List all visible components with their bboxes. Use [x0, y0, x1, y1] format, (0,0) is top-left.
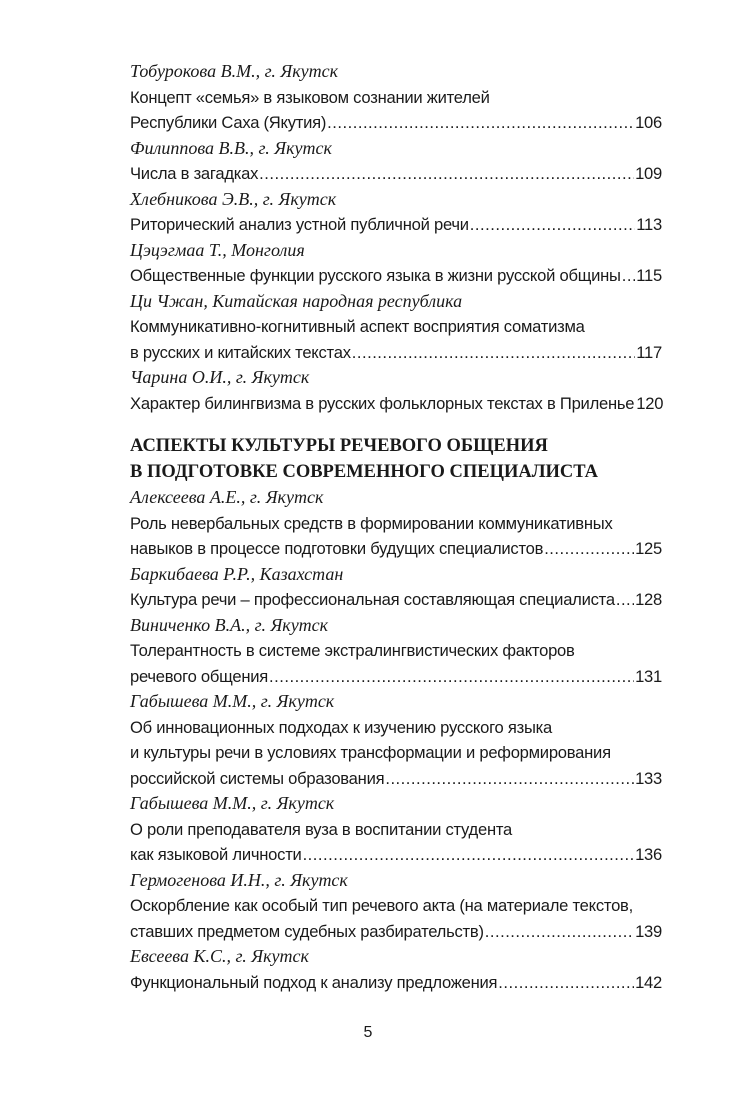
entry-author: Габышева М.М., г. Якутск [130, 793, 335, 813]
entry-page-number[interactable]: 136 [635, 845, 662, 864]
entry-title-text: Концепт «семья» в языковом сознании жителей [130, 87, 490, 107]
entry-author: Баркибаева Р.Р., Казахстан [130, 563, 344, 584]
dot-leader [485, 919, 634, 945]
entry-page-number[interactable]: 133 [635, 768, 662, 788]
section-gap [130, 416, 662, 434]
toc-entry[interactable] [130, 868, 662, 945]
toc-entry[interactable] [130, 238, 662, 289]
toc-entry[interactable] [130, 59, 662, 136]
entry-title-line [130, 817, 662, 843]
dot-leader [303, 842, 635, 868]
entry-title-text: Общественные функции русского языка в жизни русской общины [130, 266, 621, 285]
entry-title-text: Культура речи – профессиональная составляющая специалиста [130, 590, 615, 609]
entry-title-text: Об инновационных подходах к изучению русского языка [130, 717, 552, 737]
dot-leader [498, 970, 634, 996]
entry-author: Чарина О.И., г. Якутск [130, 367, 310, 387]
entry-page-number[interactable]: 128 [635, 590, 662, 609]
entry-title-text: Республики Саха (Якутия) [130, 113, 327, 132]
entry-page-number[interactable]: 115 [636, 266, 662, 285]
entry-title-line [130, 511, 662, 537]
entry-title-text: Риторический анализ устной публичной речи [130, 215, 469, 234]
entry-title-line [130, 664, 662, 690]
entry-author: Ци Чжан, Китайская народная республика [130, 290, 463, 311]
entry-title-line [130, 212, 662, 238]
entry-title-text: речевого общения [130, 666, 269, 686]
entry-title-text: ставших предметом судебных разбирательств) [130, 921, 484, 941]
entry-title-line [130, 919, 662, 945]
dot-leader [259, 161, 634, 187]
entry-title-line [130, 970, 662, 996]
entry-page-number[interactable]: 139 [635, 921, 662, 941]
entry-title-text: Функциональный подход к анализу предложения [130, 972, 498, 992]
entry-title-text: Оскорбление как особый тип речевого акта (на материале текстов, [130, 896, 633, 915]
entry-title-text: российской системы образования [130, 768, 385, 788]
entry-author: Габышева М.М., г. Якутск [130, 691, 335, 711]
dot-leader [622, 263, 636, 289]
entry-title-text: Коммуникативно-когнитивный аспект восприятия соматизма [130, 317, 585, 336]
entry-title-line [130, 85, 662, 111]
toc-entry[interactable] [130, 689, 662, 791]
entry-page-number[interactable]: 142 [635, 972, 662, 992]
entry-title-line [130, 536, 662, 562]
page-number: 5 [363, 1024, 373, 1041]
toc-entry[interactable] [130, 289, 662, 366]
entry-title-text: и культуры речи в условиях трансформации и реформирования [130, 743, 611, 762]
toc-entry[interactable] [130, 485, 662, 562]
entry-author: Филиппова В.В., г. Якутск [130, 137, 332, 158]
entry-title-text: как языковой личности [130, 845, 302, 864]
entry-title-line [130, 842, 662, 868]
section-heading: АСПЕКТЫ КУЛЬТУРЫ РЕЧЕВОГО ОБЩЕНИЯ [130, 436, 548, 456]
entry-title-line [130, 161, 662, 187]
entry-title-text: Толерантность в системе экстралингвистических факторов [130, 641, 575, 660]
entry-title-line [130, 110, 662, 136]
dot-leader [470, 212, 635, 238]
entry-author: Цэцэгмаа Т., Монголия [130, 239, 305, 260]
entry-author: Виниченко В.А., г. Якутск [130, 614, 329, 635]
toc-entry[interactable] [130, 365, 662, 416]
entry-title-line [130, 314, 662, 340]
entry-title-text: навыков в процессе подготовки будущих специалистов [130, 539, 544, 558]
entry-title-text: О роли преподавателя вуза в воспитании студента [130, 819, 513, 839]
entry-author: Евсеева К.С., г. Якутск [130, 946, 309, 966]
entry-title-line [130, 587, 662, 613]
dot-leader [269, 664, 634, 690]
entry-page-number[interactable]: 120 [636, 393, 664, 413]
entry-author: Гермогенова И.Н., г. Якутск [130, 869, 348, 890]
entry-title-line [130, 340, 662, 366]
entry-title-line [130, 740, 662, 766]
entry-title-text: в русских и китайских текстах [130, 342, 351, 362]
toc-entry[interactable] [130, 136, 662, 187]
entry-page-number[interactable]: 131 [635, 666, 662, 686]
dot-leader [327, 110, 634, 136]
entry-title-line [130, 638, 662, 664]
entry-title-line [130, 263, 662, 289]
entry-title-text: Роль невербальных средств в формировании коммуникативных [130, 513, 613, 533]
toc-entry[interactable] [130, 791, 662, 868]
entry-author: Тобурокова В.М., г. Якутск [130, 61, 339, 81]
entry-page-number[interactable]: 113 [636, 215, 662, 234]
entry-title-line [130, 766, 662, 792]
entry-title-text: Числа в загадках [130, 164, 259, 183]
entry-title-line [130, 391, 662, 417]
entry-title-text: Характер билингвизма в русских фольклорных текстах в Приленье [130, 393, 635, 413]
dot-leader [352, 340, 636, 366]
entry-page-number[interactable]: 125 [635, 539, 662, 558]
toc-entry[interactable] [130, 562, 662, 613]
toc-entry[interactable] [130, 944, 662, 995]
dot-leader [616, 587, 634, 613]
entry-title-line [130, 715, 662, 741]
entry-page-number[interactable]: 109 [635, 164, 662, 183]
dot-leader [544, 536, 634, 562]
entry-author: Хлебникова Э.В., г. Якутск [130, 188, 337, 209]
toc-entry[interactable] [130, 187, 662, 238]
entry-page-number[interactable]: 106 [635, 113, 662, 132]
section-heading: В ПОДГОТОВКЕ СОВРЕМЕННОГО СПЕЦИАЛИСТА [130, 461, 599, 482]
table-of-contents [130, 59, 662, 995]
dot-leader [385, 766, 634, 792]
toc-entry[interactable] [130, 613, 662, 690]
entry-author: Алексеева А.Е., г. Якутск [130, 487, 324, 507]
entry-title-line [130, 893, 662, 919]
entry-page-number[interactable]: 117 [636, 342, 662, 362]
